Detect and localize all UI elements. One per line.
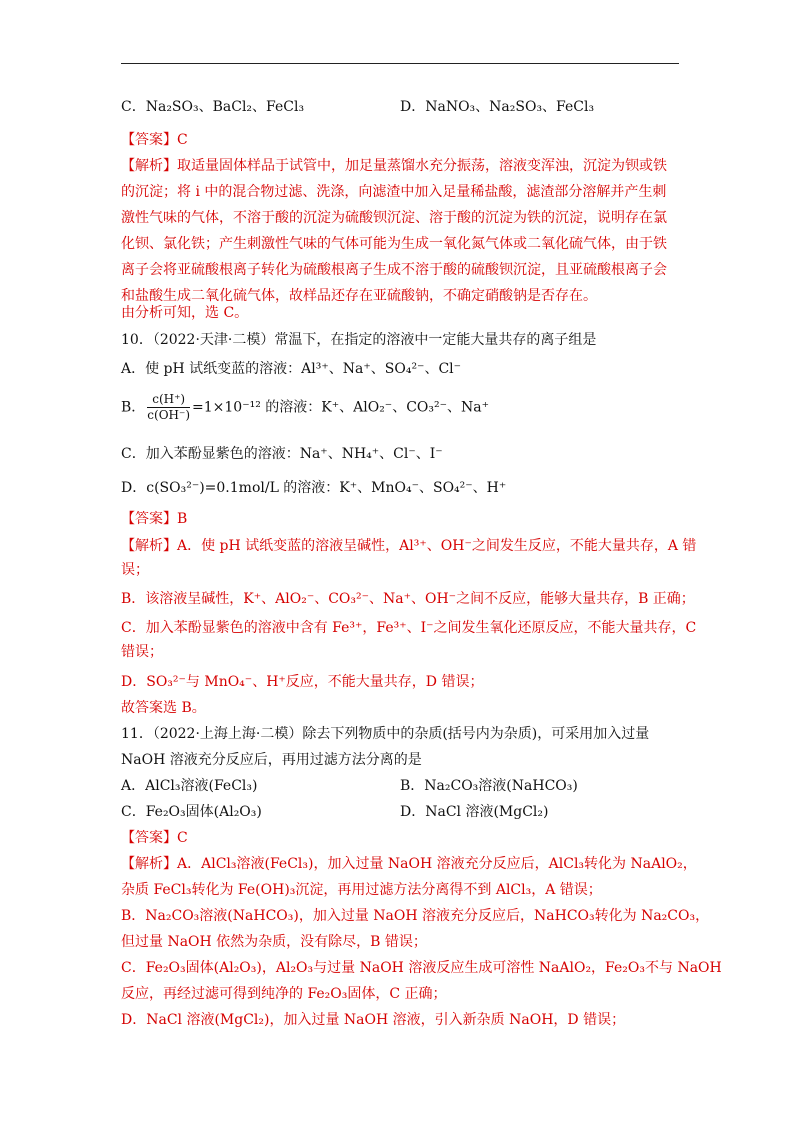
q11-option-a: A．AlCl₃溶液(FeCl₃) [121,778,258,794]
q9-option-d-letter: D． [400,99,426,115]
q9-analysis-line: 由分析可知，选 C。 [121,305,249,321]
q11-analysis-line: B．Na₂CO₃溶液(NaHCO₃)，加入过量 NaOH 溶液充分反应后，NaHCO₃转化为 Na₂CO₃， [121,908,710,924]
q10-option-b-letter: B． [121,399,146,416]
q9-option-c-formula: Na₂SO₃、BaCl₂、FeCl₃ [145,99,305,115]
q11-stem: NaOH 溶液充分反应后，再用过滤方法分离的是 [121,752,422,768]
q10-option-d: D．c(SO₃²⁻)=0.1mol/L 的溶液：K⁺、MnO₄⁻、SO₄²⁻、H⁺ [121,480,507,496]
q11-analysis-line: 杂质 FeCl₃转化为 Fe(OH)₃沉淀，再用过滤方法分离得不到 AlCl₃，A 错误； [121,882,602,898]
q11-option-d: D．NaCl 溶液(MgCl₂) [400,804,549,820]
q10-option-b-fraction [147,392,190,423]
q10-option-b-rest: =1×10⁻¹² 的溶液：K⁺、AlO₂⁻、CO₃²⁻、Na⁺ [192,399,489,416]
q11-analysis-line: D．NaCl 溶液(MgCl₂)，加入过量 NaOH 溶液，引入新杂质 NaOH，D 错误； [121,1012,626,1028]
q9-option-c [121,98,304,116]
q9-analysis-line: 离子会将亚硫酸根离子转化为硫酸根离子生成不溶于酸的硫酸钡沉淀，且亚硫酸根离子会 [121,262,667,278]
q9-analysis-line: 的沉淀；将 i 中的混合物过滤、洗涤，向滤渣中加入足量稀盐酸，滤渣部分溶解并产生刺 [121,184,667,200]
q11-stem: 11．（2022·上海上海·二模）除去下列物质中的杂质(括号内为杂质)，可采用加入过量 [121,726,650,742]
q10-answer: 【答案】B [121,511,188,527]
q11-option-b: B．Na₂CO₃溶液(NaHCO₃) [400,778,578,794]
q10-stem: 10．（2022·天津·二模）常温下，在指定的溶液中一定能大量共存的离子组是 [121,332,597,348]
q9-analysis-line: 化钡、氯化铁；产生刺激性气味的气体可能为生成一氧化氮气体或二氧化硫气体，由于铁 [121,236,667,252]
q9-analysis-line: 【解析】取适量固体样品于试管中，加足量蒸馏水充分振荡，溶液变浑浊，沉淀为钡或铁 [121,158,667,174]
q10-analysis-line: B．该溶液呈碱性，K⁺、AlO₂⁻、CO₃²⁻、Na⁺、OH⁻之间不反应，能够大量共存，B 正确； [121,591,695,607]
q11-analysis-line: C．Fe₂O₃固体(Al₂O₃)，Al₂O₃与过量 NaOH 溶液反应生成可溶性 NaAlO₂，Fe₂O₃不与 NaOH [121,960,722,976]
q11-analysis-line: 反应，再经过滤可得到纯净的 Fe₂O₃固体，C 正确； [121,986,447,1002]
q9-option-d [400,98,594,116]
q11-analysis-line: 但过量 NaOH 依然为杂质，没有除尽，B 错误； [121,934,427,950]
q9-option-c-letter: C． [121,99,146,115]
q9-analysis-line: 和盐酸生成二氧化硫气体，故样品还存在亚硫酸钠，不确定硝酸钠是否存在。 [121,288,597,304]
q10-option-a: A．使 pH 试纸变蓝的溶液：Al³⁺、Na⁺、SO₄²⁻、Cl⁻ [121,361,462,377]
q11-answer: 【答案】C [121,830,188,846]
q10-analysis-line: 错误； [121,644,163,660]
q9-answer: 【答案】C [121,132,188,148]
q10-analysis-line: 误； [121,562,149,578]
q10-analysis-line: D．SO₃²⁻与 MnO₄⁻、H⁺反应，不能大量共存，D 错误； [121,674,484,690]
header-rule [121,63,679,64]
q10-option-c: C．加入苯酚显紫色的溶液：Na⁺、NH₄⁺、Cl⁻、I⁻ [121,446,443,462]
q10-option-b-numerator: c(H⁺) [147,392,190,408]
q9-option-d-formula: NaNO₃、Na₂SO₃、FeCl₃ [425,99,595,115]
q11-option-c: C．Fe₂O₃固体(Al₂O₃) [121,804,262,820]
q10-analysis-line: 故答案选 B。 [121,700,206,716]
q11-analysis-line: 【解析】A．AlCl₃溶液(FeCl₃)，加入过量 NaOH 溶液充分反应后，AlCl₃转化为 NaAlO₂， [121,856,697,872]
q9-analysis-line: 激性气味的气体，不溶于酸的沉淀为硫酸钡沉淀、溶于酸的沉淀为铁的沉淀，说明存在氯 [121,210,667,226]
q10-option-b-denominator: c(OH⁻) [147,408,191,422]
q10-analysis-line: 【解析】A．使 pH 试纸变蓝的溶液呈碱性，Al³⁺、OH⁻之间发生反应，不能大量共存，A 错 [121,538,697,554]
q10-analysis-line: C．加入苯酚显紫色的溶液中含有 Fe³⁺，Fe³⁺、I⁻之间发生氧化还原反应，不能大量共存，C [121,620,697,636]
q10-option-b [121,392,489,423]
